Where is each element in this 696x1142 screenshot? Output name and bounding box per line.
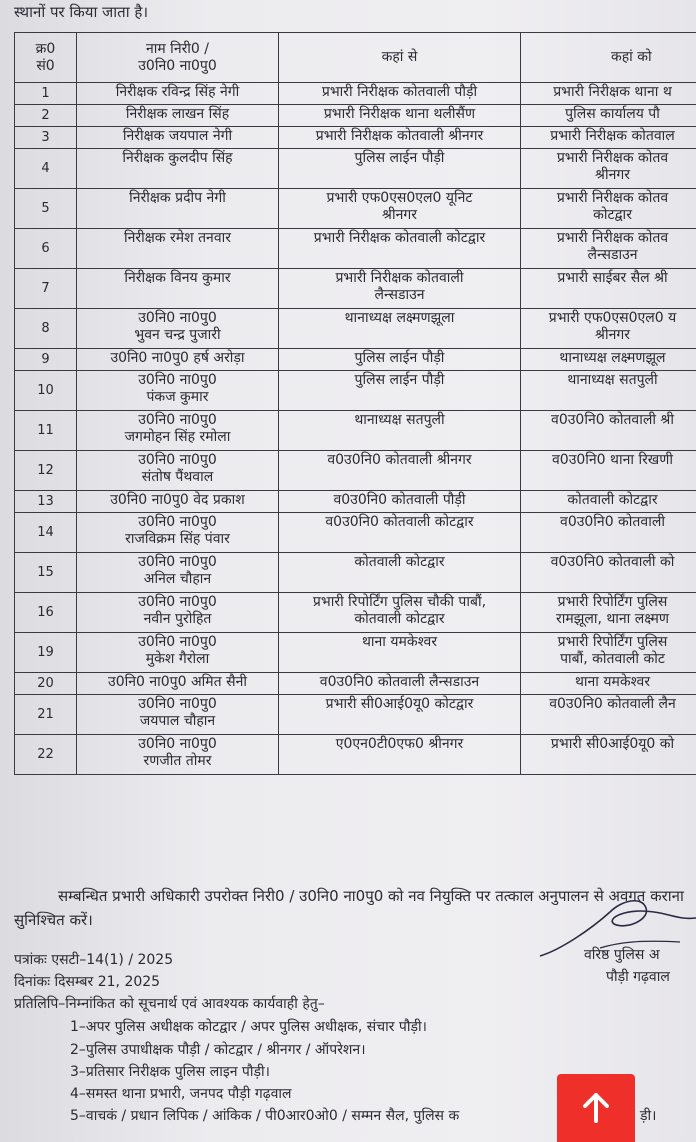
- arrow-up-icon: [579, 1091, 613, 1125]
- serial-number: 20: [15, 673, 77, 695]
- officer-name-line: निरीक्षक जयपाल नेगी: [122, 128, 233, 144]
- officer-name-line: उ0नि0 ना0पु0: [138, 310, 217, 326]
- officer-name-line: उ0नि0 ना0पु0: [138, 412, 217, 428]
- signatory-title: वरिष्ठ पुलिस अ: [584, 947, 660, 963]
- intro-line: स्थानों पर किया जाता है।: [14, 3, 149, 21]
- transfer-from-line: थाना यमकेश्वर: [361, 634, 438, 650]
- serial-number: 16: [15, 593, 77, 633]
- officer-name-line: उ0नि0 ना0पु0: [138, 554, 217, 570]
- serial-number: 10: [15, 371, 77, 411]
- serial-number: 1: [15, 83, 77, 105]
- table-row: [15, 513, 696, 553]
- officer-name-line: निरीक्षक प्रदीप नेगी: [129, 190, 226, 206]
- reference-number: पत्रांकः एसटी–14(1) / 2025: [14, 952, 174, 968]
- table-header-row: [15, 33, 696, 83]
- copy-to-item: 2–पुलिस उपाधीक्षक पौड़ी / कोटद्वार / श्रीनगर / ऑपरेशन।: [70, 1042, 366, 1058]
- serial-number: 21: [15, 695, 77, 735]
- issue-date: दिनांकः दिसम्बर 21, 2025: [14, 974, 161, 990]
- officer-name-line: उ0नि0 ना0पु0: [138, 696, 217, 712]
- transfer-from-line: व0उ0नि0 कोतवाली कोटद्वार: [325, 514, 474, 530]
- transfer-from: [279, 269, 521, 309]
- transfer-from: [279, 633, 521, 673]
- transfer-to: [521, 513, 696, 553]
- transfer-from-line: प्रभारी निरीक्षक कोतवाली कोटद्वार: [313, 230, 486, 246]
- serial-number: 13: [15, 491, 77, 513]
- transfer-from-line: प्रभारी निरीक्षक कोतवाली श्रीनगर: [315, 128, 484, 144]
- transfer-to-line: प्रभारी साईबर सैल श्री: [557, 270, 668, 286]
- transfer-to: [521, 371, 696, 411]
- transfer-from: [279, 513, 521, 553]
- transfer-to: [521, 189, 696, 229]
- serial-number: 4: [15, 149, 77, 189]
- copy-to-item: 3–प्रतिसार निरीक्षक पुलिस लाइन पौड़ी।: [70, 1064, 270, 1080]
- officer-name-line: निरीक्षक रमेश तनवार: [124, 230, 231, 246]
- transfer-from-line: प्रभारी निरीक्षक कोतवाली पौड़ी: [321, 84, 478, 100]
- copy-to-item: 5–वाचकं / प्रधान लिपिक / आंकिक / पी0आर0ओ0 / सम्मन सैल, पुलिस क: [70, 1108, 460, 1124]
- transfer-from-line: कोतवाली कोटद्वार: [354, 554, 445, 570]
- officer-name: [77, 593, 279, 633]
- transfer-from-line: पुलिस लाईन पौड़ी: [354, 350, 445, 366]
- transfer-to-line: व0उ0नि0 कोतवाली को: [550, 554, 675, 570]
- table-row: [15, 349, 696, 371]
- transfer-to: [521, 411, 696, 451]
- transfer-from-line: ए0एन0टी0एफ0 श्रीनगर: [335, 736, 464, 752]
- transfer-to-line: व0उ0नि0 थाना रिखणी: [552, 452, 673, 468]
- table-row: [15, 593, 696, 633]
- table-row: [15, 451, 696, 491]
- officer-name-line: निरीक्षक रविन्द्र सिंह नेगी: [115, 84, 240, 100]
- officer-name-line: उ0नि0 ना0पु0: [138, 514, 217, 530]
- transfer-from: [279, 371, 521, 411]
- officer-name: [77, 735, 279, 775]
- officer-name-line: उ0नि0 ना0पु0: [138, 452, 217, 468]
- transfer-to: [521, 593, 696, 633]
- table-row: [15, 371, 696, 411]
- transfer-to: [521, 105, 696, 127]
- officer-name: [77, 553, 279, 593]
- officer-name-line: भुवन चन्द्र पुजारी: [134, 327, 221, 343]
- table-row: [15, 105, 696, 127]
- transfer-from: [279, 695, 521, 735]
- transfer-to-line: कोटद्वार: [593, 207, 632, 223]
- transfer-to-line: रामझूला, थाना लक्ष्मण: [556, 611, 669, 627]
- transfer-to-line: व0उ0नि0 कोतवाली लैन: [549, 696, 676, 712]
- transfer-to-line: श्रीनगर: [595, 327, 630, 343]
- transfer-from: [279, 105, 521, 127]
- table-row: [15, 83, 696, 105]
- officer-name: [77, 189, 279, 229]
- serial-number: 7: [15, 269, 77, 309]
- copy-to-item: 4–समस्त थाना प्रभारी, जनपद पौड़ी गढ़वाल: [70, 1086, 292, 1102]
- transfer-to-line: व0उ0नि0 कोतवाली: [560, 514, 665, 530]
- transfer-from: [279, 593, 521, 633]
- serial-number: 11: [15, 411, 77, 451]
- transfer-from-line: पुलिस लाईन पौड़ी: [354, 150, 445, 166]
- officer-name: [77, 411, 279, 451]
- serial-number: 12: [15, 451, 77, 491]
- transfer-from-line: लैन्सडाउन: [374, 287, 425, 303]
- officer-name: [77, 229, 279, 269]
- transfer-to-line: प्रभारी निरीक्षक कोतव: [556, 190, 669, 206]
- transfer-from-line: प्रभारी सी0आई0यू0 कोटद्वार: [325, 696, 474, 712]
- header-to: कहां को: [521, 33, 696, 83]
- transfer-from: [279, 735, 521, 775]
- serial-number: 19: [15, 633, 77, 673]
- officer-name-line: उ0नि0 ना0पु0: [138, 736, 217, 752]
- transfer-to: [521, 553, 696, 593]
- table-row: [15, 673, 696, 695]
- transfer-to-line: थाना यमकेश्वर: [574, 674, 651, 690]
- table-row: [15, 553, 696, 593]
- officer-name-line: जगमोहन सिंह रमोला: [124, 429, 231, 445]
- officer-name: [77, 309, 279, 349]
- officer-name-line: उ0नि0 ना0पु0 हर्ष अरोड़ा: [110, 350, 245, 366]
- table-row: [15, 411, 696, 451]
- transfer-from: [279, 189, 521, 229]
- officer-name-line: उ0नि0 ना0पु0 अमित सैनी: [108, 674, 247, 690]
- transfer-table: [14, 32, 696, 775]
- transfer-to-line: लैन्सडाउन: [587, 247, 638, 263]
- officer-name: [77, 349, 279, 371]
- transfer-from: [279, 127, 521, 149]
- transfer-to-line: थानाध्यक्ष लक्ष्मणझूल: [559, 350, 666, 366]
- serial-number: 15: [15, 553, 77, 593]
- table-row: [15, 269, 696, 309]
- table-row: [15, 695, 696, 735]
- serial-number: 14: [15, 513, 77, 553]
- officer-name: [77, 673, 279, 695]
- transfer-from-line: व0उ0नि0 कोतवाली श्रीनगर: [327, 452, 472, 468]
- transfer-to: [521, 633, 696, 673]
- transfer-to: [521, 491, 696, 513]
- transfer-to-line: श्रीनगर: [595, 167, 630, 183]
- transfer-from: [279, 673, 521, 695]
- officer-name: [77, 105, 279, 127]
- transfer-to-line: थानाध्यक्ष सतपुली: [567, 372, 658, 388]
- transfer-to-line: प्रभारी एफ0एस0एल0 य: [548, 310, 677, 326]
- transfer-to-line: पुलिस कार्यालय पौ: [565, 106, 660, 122]
- officer-name-line: अनिल चौहान: [143, 571, 212, 587]
- officer-name: [77, 149, 279, 189]
- transfer-from: [279, 491, 521, 513]
- transfer-to: [521, 309, 696, 349]
- scroll-to-top-button[interactable]: [557, 1074, 635, 1142]
- transfer-from: [279, 553, 521, 593]
- table-row: [15, 189, 696, 229]
- copy-to-tail: ड़ी।: [640, 1108, 657, 1124]
- officer-name-line: जयपाल चौहान: [139, 713, 216, 729]
- transfer-from: [279, 229, 521, 269]
- transfer-to-line: प्रभारी रिपोर्टिंग पुलिस: [557, 594, 668, 610]
- transfer-from: [279, 349, 521, 371]
- transfer-to: [521, 269, 696, 309]
- transfer-from-line: श्रीनगर: [382, 207, 417, 223]
- officer-name-line: राजविक्रम सिंह पंवार: [125, 531, 230, 547]
- officer-name-line: निरीक्षक लाखन सिंह: [125, 106, 230, 122]
- officer-name: [77, 695, 279, 735]
- copy-to-item: 1–अपर पुलिस अधीक्षक कोटद्वार / अपर पुलिस अधीक्षक, संचार पौड़ी।: [70, 1019, 427, 1035]
- transfer-from-line: व0उ0नि0 कोतवाली लैन्सडाउन: [319, 674, 480, 690]
- transfer-to: [521, 673, 696, 695]
- transfer-to-line: प्रभारी निरीक्षक कोतवाल: [550, 128, 675, 144]
- transfer-to: [521, 451, 696, 491]
- table-row: [15, 229, 696, 269]
- transfer-from-line: थानाध्यक्ष लक्ष्मणझूला: [344, 310, 455, 326]
- transfer-from: [279, 411, 521, 451]
- officer-name-line: मुकेश गैरोला: [145, 651, 210, 667]
- transfer-to: [521, 349, 696, 371]
- transfer-from-line: प्रभारी निरीक्षक कोतवाली: [335, 270, 464, 286]
- officer-name-line: उ0नि0 ना0पु0: [138, 634, 217, 650]
- officer-name-line: उ0नि0 ना0पु0: [138, 594, 217, 610]
- table-row: [15, 735, 696, 775]
- transfer-to: [521, 229, 696, 269]
- officer-name-line: उ0नि0 ना0पु0: [138, 372, 217, 388]
- transfer-from-line: पुलिस लाईन पौड़ी: [354, 372, 445, 388]
- header-from: कहां से: [279, 33, 521, 83]
- officer-name: [77, 83, 279, 105]
- transfer-from-line: प्रभारी रिपोर्टिंग पुलिस चौकी पाबौं,: [312, 594, 487, 610]
- table-row: [15, 633, 696, 673]
- officer-name: [77, 513, 279, 553]
- copy-to-heading: प्रतिलिपि–निम्नांकित को सूचनार्थ एवं आवश्यक कार्यवाही हेतु–: [14, 996, 325, 1012]
- officer-name: [77, 127, 279, 149]
- header-name: नाम निरी0 / उ0नि0 ना0पु0: [77, 33, 279, 83]
- officer-name: [77, 451, 279, 491]
- officer-name-line: पंकज कुमार: [146, 389, 209, 405]
- table-row: [15, 127, 696, 149]
- officer-name-line: उ0नि0 ना0पु0 वेद प्रकाश: [110, 492, 245, 508]
- transfer-to-line: प्रभारी निरीक्षक कोतव: [556, 230, 669, 246]
- table-row: [15, 149, 696, 189]
- officer-name-line: निरीक्षक कुलदीप सिंह: [122, 150, 233, 166]
- transfer-to-line: पाबौं, कोतवाली कोट: [560, 651, 665, 667]
- transfer-from-line: थानाध्यक्ष सतपुली: [354, 412, 445, 428]
- transfer-to-line: व0उ0नि0 कोतवाली श्री: [551, 412, 674, 428]
- officer-name-line: रणजीत तोमर: [143, 753, 212, 769]
- signatory-place: पौड़ी गढ़वाल: [606, 969, 670, 985]
- officer-name: [77, 371, 279, 411]
- serial-number: 22: [15, 735, 77, 775]
- transfer-to: [521, 735, 696, 775]
- officer-name-line: निरीक्षक विनय कुमार: [124, 270, 231, 286]
- transfer-from-line: कोतवाली कोटद्वार: [354, 611, 445, 627]
- transfer-to-line: प्रभारी रिपोर्टिंग पुलिस: [557, 634, 668, 650]
- officer-name: [77, 633, 279, 673]
- serial-number: 6: [15, 229, 77, 269]
- transfer-from-line: व0उ0नि0 कोतवाली पौड़ी: [333, 492, 466, 508]
- officer-name-line: नवीन पुरोहित: [143, 611, 212, 627]
- transfer-from: [279, 83, 521, 105]
- officer-name: [77, 491, 279, 513]
- serial-number: 8: [15, 309, 77, 349]
- table-row: [15, 491, 696, 513]
- transfer-to: [521, 149, 696, 189]
- header-serial: क्र0 सं0: [15, 33, 77, 83]
- serial-number: 5: [15, 189, 77, 229]
- transfer-from: [279, 451, 521, 491]
- transfer-from: [279, 309, 521, 349]
- transfer-to: [521, 127, 696, 149]
- instruction-paragraph: सम्बन्धित प्रभारी अधिकारी उपरोक्त निरी0 / उ0नि0 ना0पु0 को नव नियुक्ति पर तत्काल अनुपालन से अवगत कराना सुनिश्चित करें।: [14, 887, 684, 929]
- officer-name: [77, 269, 279, 309]
- serial-number: 2: [15, 105, 77, 127]
- transfer-to-line: प्रभारी सी0आई0यू0 को: [550, 736, 675, 752]
- transfer-to-line: प्रभारी निरीक्षक कोतव: [556, 150, 669, 166]
- officer-name-line: संतोष पैंथवाल: [141, 469, 214, 485]
- table-row: [15, 309, 696, 349]
- transfer-from: [279, 149, 521, 189]
- transfer-to: [521, 83, 696, 105]
- serial-number: 3: [15, 127, 77, 149]
- transfer-from-line: प्रभारी निरीक्षक थाना थलीसैंण: [323, 106, 476, 122]
- serial-number: 9: [15, 349, 77, 371]
- transfer-to-line: कोतवाली कोटद्वार: [567, 492, 658, 508]
- transfer-to-line: प्रभारी निरीक्षक थाना थ: [553, 84, 672, 100]
- transfer-from-line: प्रभारी एफ0एस0एल0 यूनिट: [326, 190, 473, 206]
- transfer-to: [521, 695, 696, 735]
